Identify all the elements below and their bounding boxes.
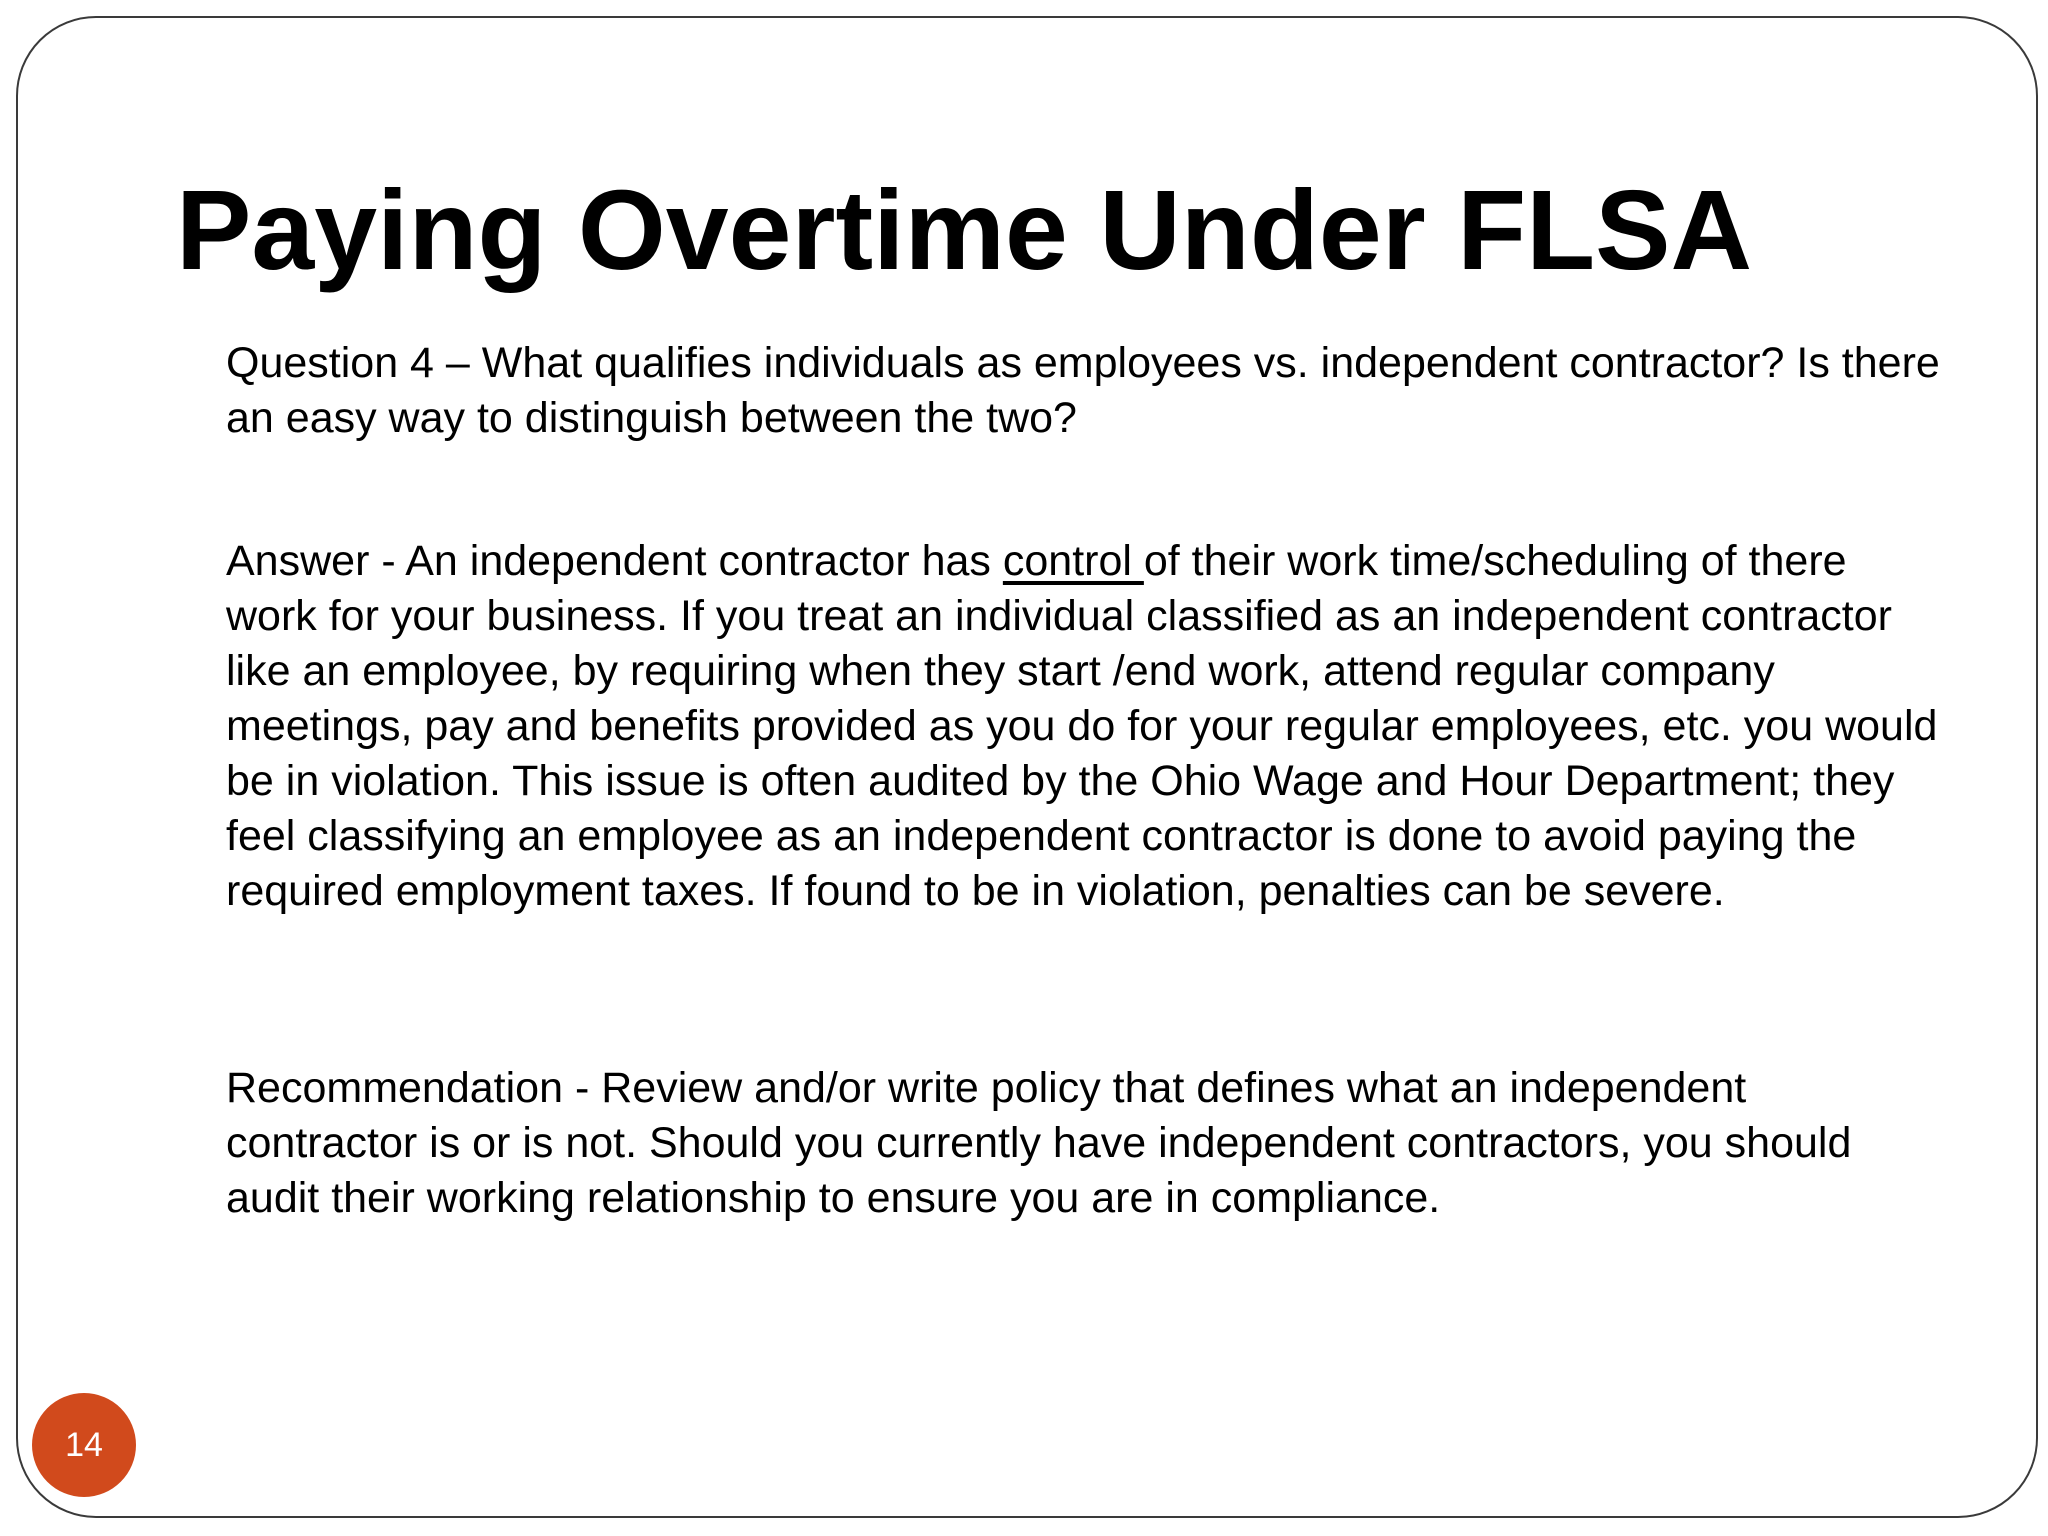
answer-suffix: of their work time/scheduling of there work for your business. If you treat an individual classified as an independent contractor like an employee, by requiring when they start /end work, attend regular company meetings, pay and benefits provided as you do for your regular employees, etc. you would be in violation. This issue is often audited by the Ohio Wage and Hour Department; they feel classifying an employee as an independent contractor is done to avoid paying the required employment taxes. If found to be in violation, penalties can be severe.	[226, 537, 1938, 915]
recommendation-text: Recommendation - Review and/or write policy that defines what an independent contractor is or is not. Should you currently have independent contractors, you should audit their working relationship to ensure you are in compliance.	[226, 1064, 1852, 1222]
slide-title: Paying Overtime Under FLSA	[176, 167, 1753, 293]
question-text: Question 4 – What qualifies individuals as employees vs. independent contractor? Is there an easy way to distinguish between the two?	[226, 339, 1940, 442]
answer-text	[226, 534, 1946, 919]
answer-underlined-word: control	[1002, 537, 1144, 585]
page-number-badge	[32, 1393, 136, 1497]
page-number: 14	[65, 1425, 103, 1464]
answer-prefix: Answer - An independent contractor has	[226, 537, 1003, 585]
